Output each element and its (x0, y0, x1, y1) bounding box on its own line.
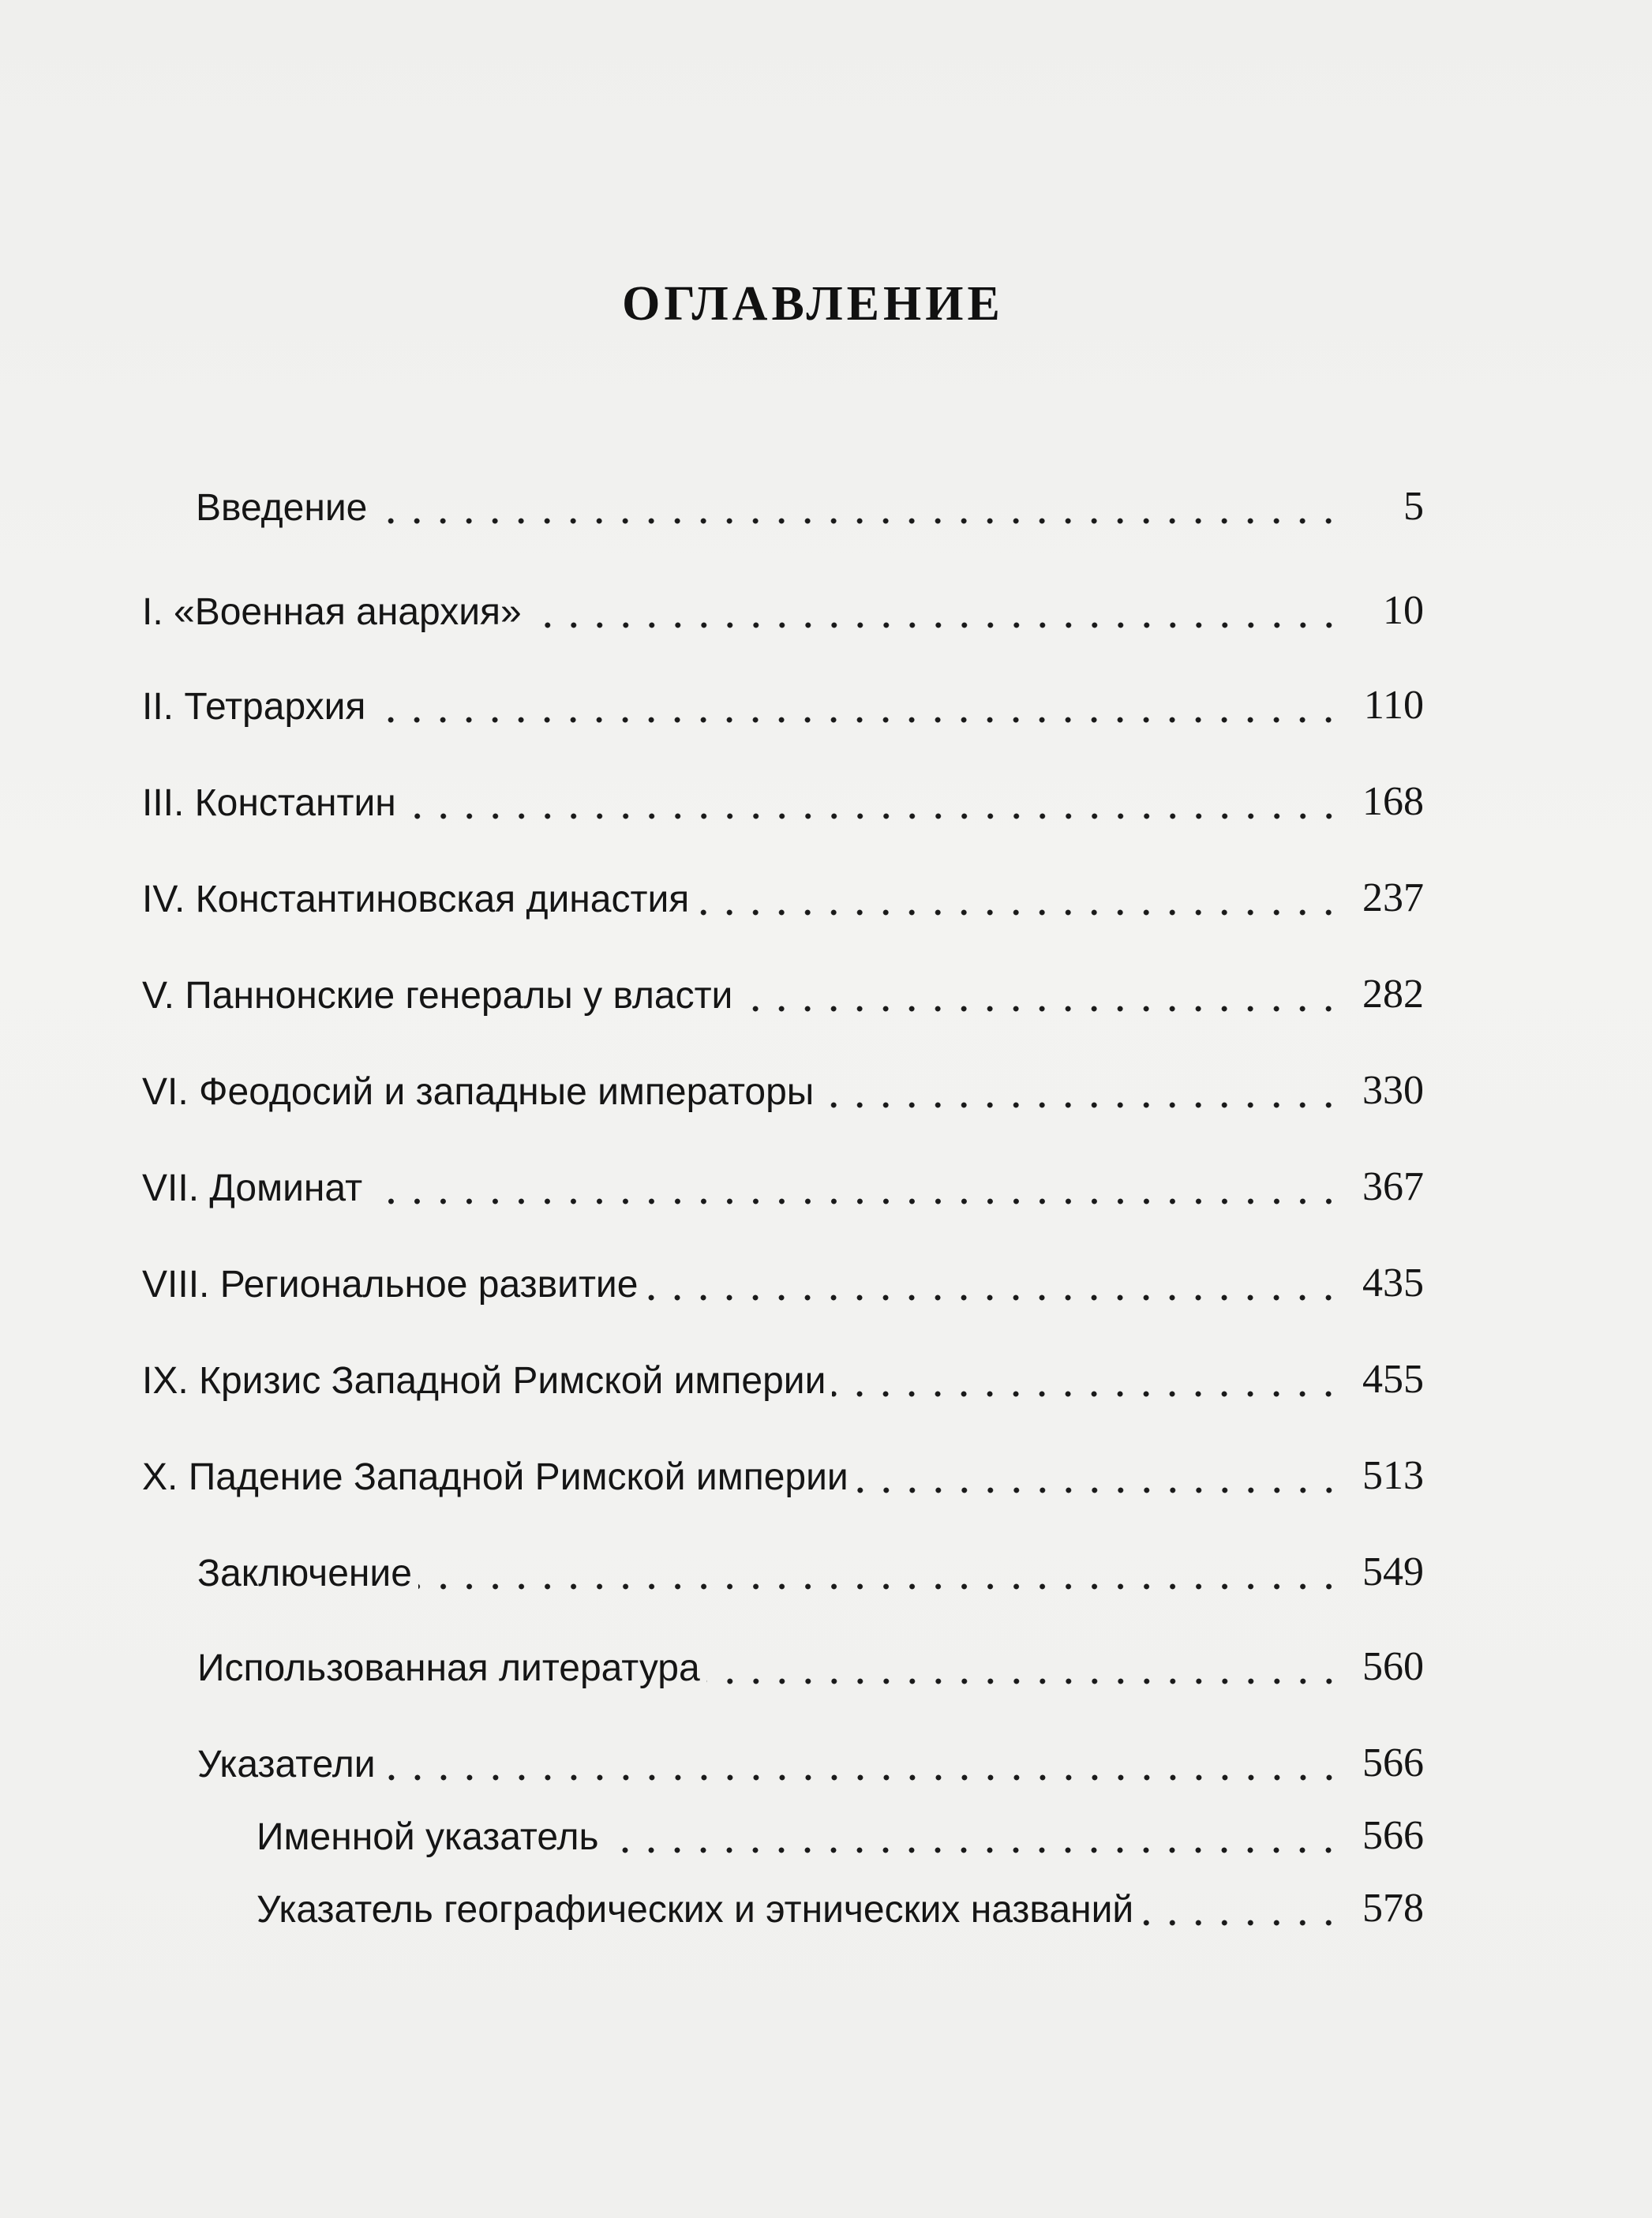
dot-leader (369, 1198, 1342, 1205)
toc-entry-chapter-2[interactable] (142, 671, 1424, 726)
dot-leader (820, 1102, 1342, 1108)
toc-entry-label: I. «Военная анархия» (142, 591, 522, 633)
toc-entry-label: II. Тетрархия (142, 686, 366, 728)
toc-entry-page: 513 (1362, 1453, 1424, 1498)
toc-entry-geographic-index[interactable] (257, 1874, 1424, 1929)
toc-entry-conclusion[interactable] (197, 1538, 1424, 1593)
toc-entry-chapter-5[interactable] (142, 960, 1424, 1015)
toc-entry-page: 549 (1362, 1549, 1424, 1594)
toc-entry-chapter-9[interactable] (142, 1345, 1424, 1400)
toc-entry-page: 282 (1362, 972, 1424, 1017)
dot-leader (832, 1391, 1342, 1397)
toc-entry-label: IV. Константиновская династия (142, 879, 690, 920)
dot-leader (372, 717, 1342, 723)
dot-leader (418, 1583, 1342, 1590)
toc-entry-label: VI. Феодосий и западные императоры (142, 1071, 815, 1113)
toc-entry-chapter-6[interactable] (142, 1056, 1424, 1111)
toc-entry-page: 367 (1362, 1164, 1424, 1209)
toc-entry-page: 560 (1362, 1644, 1424, 1689)
toc-entry-chapter-10[interactable] (142, 1441, 1424, 1497)
dot-leader (382, 1774, 1342, 1781)
toc-entry-page: 110 (1363, 683, 1424, 728)
toc-entry-label: Заключение (197, 1553, 412, 1594)
dot-leader (695, 909, 1342, 916)
dot-leader (373, 518, 1342, 524)
toc-entry-label: IX. Кризис Западной Римской империи (142, 1360, 826, 1402)
toc-entry-label: V. Паннонские генералы у власти (142, 975, 733, 1017)
toc-entry-indexes[interactable] (197, 1729, 1424, 1784)
dot-leader (605, 1847, 1342, 1853)
dot-leader (528, 622, 1342, 628)
dot-leader (739, 1006, 1342, 1012)
toc-entry-chapter-8[interactable] (142, 1249, 1424, 1304)
toc-entry-page: 566 (1362, 1740, 1424, 1785)
toc-entry-label: X. Падение Западной Римской империи (142, 1456, 848, 1498)
toc-entry-page: 10 (1383, 588, 1424, 633)
toc-entry-page: 455 (1362, 1357, 1424, 1402)
toc-entry-chapter-1[interactable] (142, 576, 1424, 631)
toc-entry-label: Указатели (197, 1744, 376, 1785)
toc-entry-chapter-7[interactable] (142, 1152, 1424, 1208)
toc-entry-page: 168 (1362, 779, 1424, 824)
toc-entry-label: III. Константин (142, 782, 396, 824)
toc-entry-label: VIII. Региональное развитие (142, 1264, 639, 1306)
toc-entry-label: Именной указатель (257, 1816, 599, 1858)
dot-leader (1140, 1920, 1342, 1926)
toc-entry-page: 5 (1403, 484, 1424, 529)
toc-entry-name-index[interactable] (257, 1801, 1424, 1856)
toc-entry-page: 566 (1362, 1813, 1424, 1858)
dot-leader (706, 1678, 1342, 1684)
toc-entry-label: Введение (196, 487, 368, 529)
toc-entry-page: 330 (1362, 1068, 1424, 1113)
toc-entry-label: Использованная литература (197, 1647, 700, 1689)
toc-entry-introduction[interactable] (196, 472, 1424, 527)
toc-entry-page: 435 (1362, 1261, 1424, 1306)
toc-entry-page: 578 (1362, 1886, 1424, 1931)
toc-entry-bibliography[interactable] (197, 1632, 1424, 1688)
toc-entry-page: 237 (1362, 875, 1424, 920)
dot-leader (403, 813, 1342, 819)
toc-heading: ОГЛАВЛЕНИЕ (622, 277, 1004, 331)
toc-entry-chapter-4[interactable] (142, 864, 1424, 919)
dot-leader (644, 1294, 1342, 1301)
dot-leader (855, 1487, 1342, 1493)
toc-entry-chapter-3[interactable] (142, 767, 1424, 822)
toc-entry-label: Указатель географических и этнических названий (257, 1889, 1134, 1931)
toc-entry-label: VII. Доминат (142, 1167, 363, 1209)
